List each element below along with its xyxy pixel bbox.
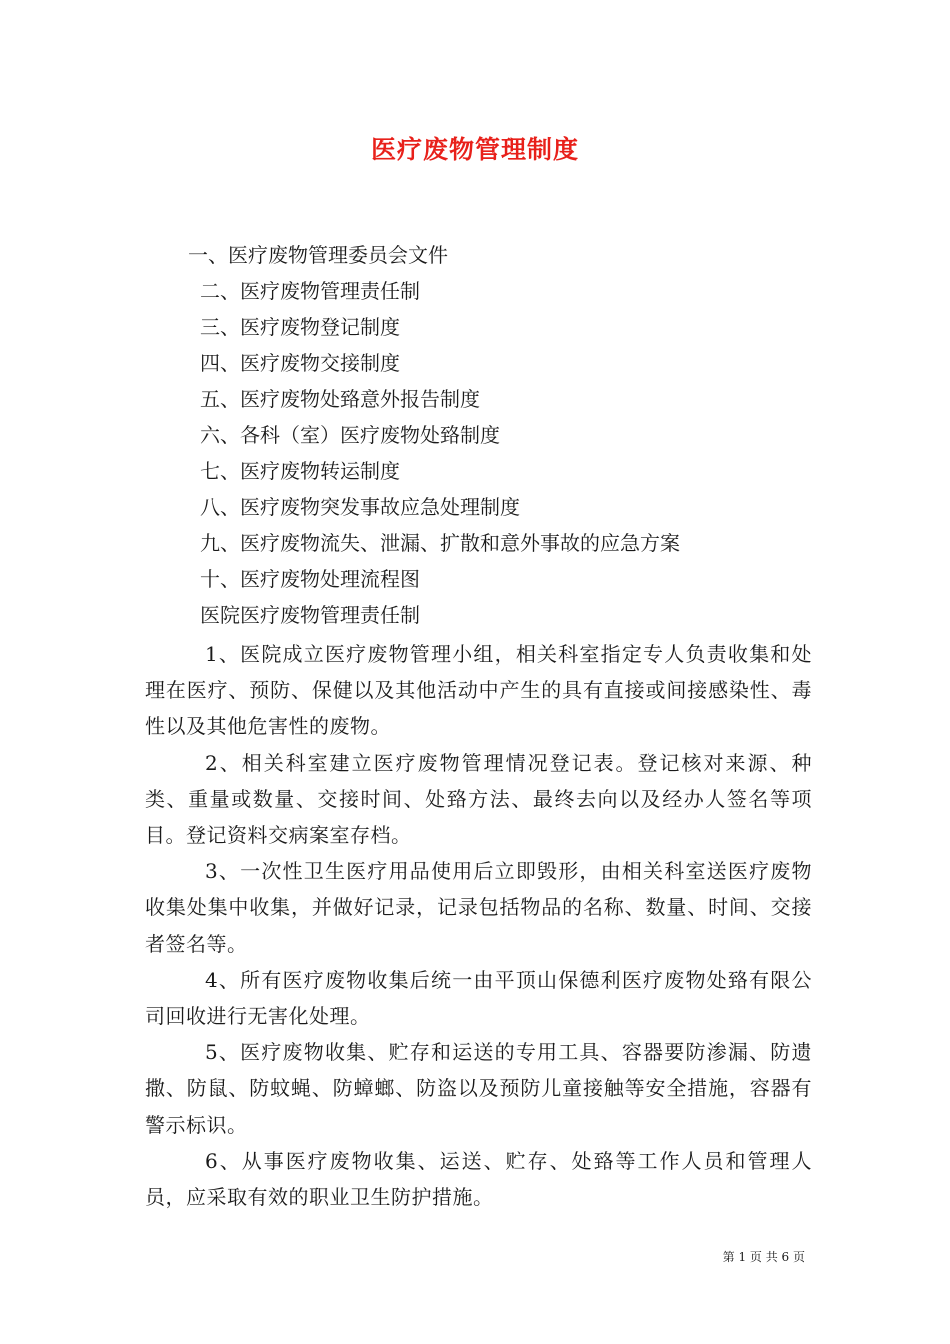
toc-item-10: 十、医疗废物处理流程图: [200, 567, 420, 591]
toc-item-9: 九、医疗废物流失、泄漏、扩散和意外事故的应急方案: [200, 531, 680, 555]
toc-item-4: 四、医疗废物交接制度: [200, 351, 400, 375]
page-footer: [0, 1248, 805, 1265]
toc-item-1: 一、医疗废物管理委员会文件: [188, 243, 448, 267]
section-heading: 医院医疗废物管理责任制: [200, 603, 420, 627]
toc-item-5: 五、医疗废物处臵意外报告制度: [200, 387, 480, 411]
document-body: [145, 636, 812, 1215]
toc-item-6: 六、各科（室）医疗废物处臵制度: [200, 423, 500, 447]
page-number: 第 1 页 共 6 页: [722, 1250, 805, 1264]
toc-item-7: 七、医疗废物转运制度: [200, 459, 400, 483]
toc-item-3: 三、医疗废物登记制度: [200, 315, 400, 339]
paragraph-3: 3、一次性卫生医疗用品使用后立即毁形，由相关科室送医疗废物收集处集中收集，并做好记录，记录包括物品的名称、数量、时间、交接者签名等。: [145, 859, 812, 956]
paragraph-4: 4、所有医疗废物收集后统一由平顶山保德利医疗废物处臵有限公司回收进行无害化处理。: [145, 967, 812, 1029]
paragraph-1: 1、医院成立医疗废物管理小组，相关科室指定专人负责收集和处理在医疗、预防、保健以及其他活动中产生的具有直接或间接感染性、毒性以及其他危害性的废物。: [145, 642, 812, 739]
toc-item-2: 二、医疗废物管理责任制: [200, 279, 420, 303]
toc-item-8: 八、医疗废物突发事故应急处理制度: [200, 495, 520, 519]
document-title: 医疗废物管理制度: [370, 135, 579, 164]
paragraph-6: 6、从事医疗废物收集、运送、贮存、处臵等工作人员和管理人员，应采取有效的职业卫生防护措施。: [145, 1148, 812, 1210]
paragraph-2: 2、相关科室建立医疗废物管理情况登记表。登记核对来源、种类、重量或数量、交接时间、处臵方法、最终去向以及经办人签名等项目。登记资料交病案室存档。: [145, 750, 812, 848]
paragraph-5: 5、医疗废物收集、贮存和运送的专用工具、容器要防渗漏、防遗撒、防鼠、防蚊蝇、防蟑螂、防盗以及预防儿童接触等安全措施，容器有警示标识。: [145, 1040, 812, 1137]
